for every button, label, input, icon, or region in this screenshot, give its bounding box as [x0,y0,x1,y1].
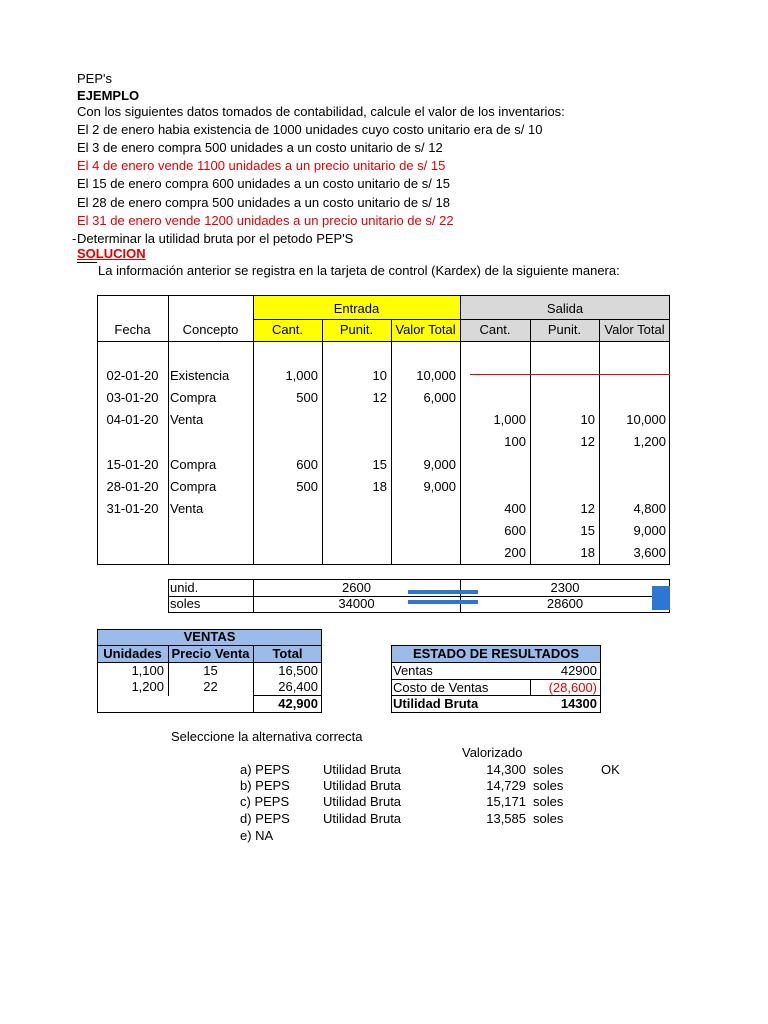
soles-entrada: 34000 [338,596,375,611]
kardex-cell-e-total: 9,000 [423,479,456,494]
unid-entrada: 2600 [342,580,371,595]
salida-red-line [470,374,670,375]
ventas-r2-precio: 22 [203,679,218,694]
col-salida-total: Valor Total [604,322,665,337]
kardex-cell-fecha: 02-01-20 [106,368,159,383]
kardex-cell-s-cant: 400 [504,501,526,516]
option-unit: soles [533,778,564,793]
option-letter: e) NA [240,828,274,843]
estado-ventas-label: Ventas [393,663,433,678]
option-value: 15,171 [486,794,526,809]
kardex-cell-s-punit: 18 [580,545,595,560]
estado-utilidad-label: Utilidad Bruta [393,696,479,711]
col-entrada-total: Valor Total [395,322,456,337]
ventas-r2-unidades: 1,200 [131,679,164,694]
kardex-cell-s-total: 3,600 [633,545,666,560]
option-note-correct: OK [601,762,620,777]
kardex-cell-concepto: Compra [170,457,217,472]
kardex-cell-s-cant: 200 [504,545,526,560]
option-letter: a) PEPS [240,762,290,777]
soles-label: soles [170,596,201,611]
option-label: Utilidad Bruta [323,811,402,826]
kardex-cell-s-total: 1,200 [633,434,666,449]
kardex-cell-concepto: Venta [170,412,204,427]
option-label: Utilidad Bruta [323,778,402,793]
kardex-description: La información anterior se registra en la tarjeta de control (Kardex) de la siguiente manera: [98,263,620,278]
kardex-cell-fecha: 03-01-20 [106,390,159,405]
kardex-cell-e-total: 6,000 [423,390,456,405]
kardex-cell-e-cant: 1,000 [285,368,318,383]
estado-ventas-value: 42900 [560,663,597,678]
kardex-cell-fecha: 28-01-20 [106,479,159,494]
kardex-cell-e-cant: 500 [296,479,318,494]
col-entrada-cant: Cant. [271,322,304,337]
ventas-title: VENTAS [183,629,236,644]
ventas-col-unidades: Unidades [103,646,162,661]
doc-title: PEP's [77,71,112,86]
salida-header: Salida [546,301,584,316]
ventas-r1-unidades: 1,100 [131,663,164,678]
kardex-cell-e-punit: 15 [372,457,387,472]
kardex-cell-s-cant: 100 [504,434,526,449]
kardex-cell-e-punit: 18 [372,479,387,494]
kardex-cell-s-punit: 12 [580,501,595,516]
col-salida-punit: Punit. [547,322,582,337]
kardex-cell-e-total: 10,000 [416,368,456,383]
solution-heading: SOLUCION [77,246,146,261]
problem-line: El 15 de enero compra 600 unidades a un costo unitario de s/ 15 [77,176,450,191]
estado-title: ESTADO DE RESULTADOS [412,646,580,661]
kardex-cell-e-punit: 12 [372,390,387,405]
kardex-cell-s-total: 9,000 [633,523,666,538]
kardex-cell-e-cant: 500 [296,390,318,405]
option-value: 13,585 [486,811,526,826]
kardex-cell-fecha: 15-01-20 [106,457,159,472]
kardex-cell-s-punit: 12 [580,434,595,449]
kardex-cell-e-total: 9,000 [423,457,456,472]
kardex-cell-fecha: 31-01-20 [106,501,159,516]
ventas-grand-total: 42,900 [278,696,318,711]
problem-line: Con los siguientes datos tomados de contabilidad, calcule el valor de los inventarios: [77,104,565,119]
question-prompt: Seleccione la alternativa correcta [171,729,363,744]
option-letter: b) PEPS [240,778,290,793]
kardex-cell-s-total: 10,000 [626,412,666,427]
problem-line: El 4 de enero vende 1100 unidades a un precio unitario de s/ 15 [77,158,446,173]
option-unit: soles [533,794,564,809]
option-letter: d) PEPS [240,811,290,826]
ventas-col-total: Total [272,646,303,661]
task-text: Determinar la utilidad bruta por el petodo PEP'S [77,231,354,246]
option-label: Utilidad Bruta [323,762,402,777]
option-unit: soles [533,762,564,777]
ventas-r1-total: 16,500 [278,663,318,678]
option-unit: soles [533,811,564,826]
option-label: Utilidad Bruta [323,794,402,809]
ventas-col-precio: Precio Venta [171,646,250,661]
valorizado-header: Valorizado [462,745,523,760]
kardex-cell-concepto: Venta [170,501,204,516]
estado-costo-label: Costo de Ventas [393,680,489,695]
kardex-cell-s-cant: 1,000 [493,412,526,427]
task-dash: - [72,231,77,246]
ventas-r1-precio: 15 [203,663,218,678]
unid-salida: 2300 [550,580,580,595]
kardex-cell-concepto: Compra [170,479,217,494]
option-letter: c) PEPS [240,794,290,809]
option-value: 14,300 [486,762,526,777]
ventas-r2-total: 26,400 [278,679,318,694]
kardex-cell-concepto: Compra [170,390,217,405]
kardex-cell-s-punit: 10 [580,412,595,427]
col-entrada-punit: Punit. [339,322,374,337]
solution-underline [77,262,97,263]
problem-line: El 31 de enero vende 1200 unidades a un precio unitario de s/ 22 [77,213,454,228]
col-fecha: Fecha [114,322,151,337]
problem-line: El 2 de enero habia existencia de 1000 unidades cuyo costo unitario era de s/ 10 [77,122,543,137]
col-salida-cant: Cant. [479,322,511,337]
entrada-header: Entrada [333,301,380,316]
example-heading: EJEMPLO [77,88,140,103]
kardex-cell-e-punit: 10 [372,368,387,383]
estado-costo-value: (28,600) [548,680,597,695]
soles-salida: 28600 [546,596,584,611]
kardex-cell-fecha: 04-01-20 [106,412,159,427]
option-value: 14,729 [486,778,526,793]
estado-utilidad-value: 14300 [560,696,597,711]
problem-line: El 28 de enero compra 500 unidades a un costo unitario de s/ 18 [77,195,450,210]
kardex-cell-s-punit: 15 [580,523,595,538]
kardex-cell-s-total: 4,800 [633,501,666,516]
kardex-cell-s-cant: 600 [504,523,526,538]
unid-label: unid. [170,580,199,595]
kardex-cell-e-cant: 600 [296,457,318,472]
problem-line: El 3 de enero compra 500 unidades a un costo unitario de s/ 12 [77,140,443,155]
col-concepto: Concepto [182,322,239,337]
kardex-cell-concepto: Existencia [170,368,230,383]
